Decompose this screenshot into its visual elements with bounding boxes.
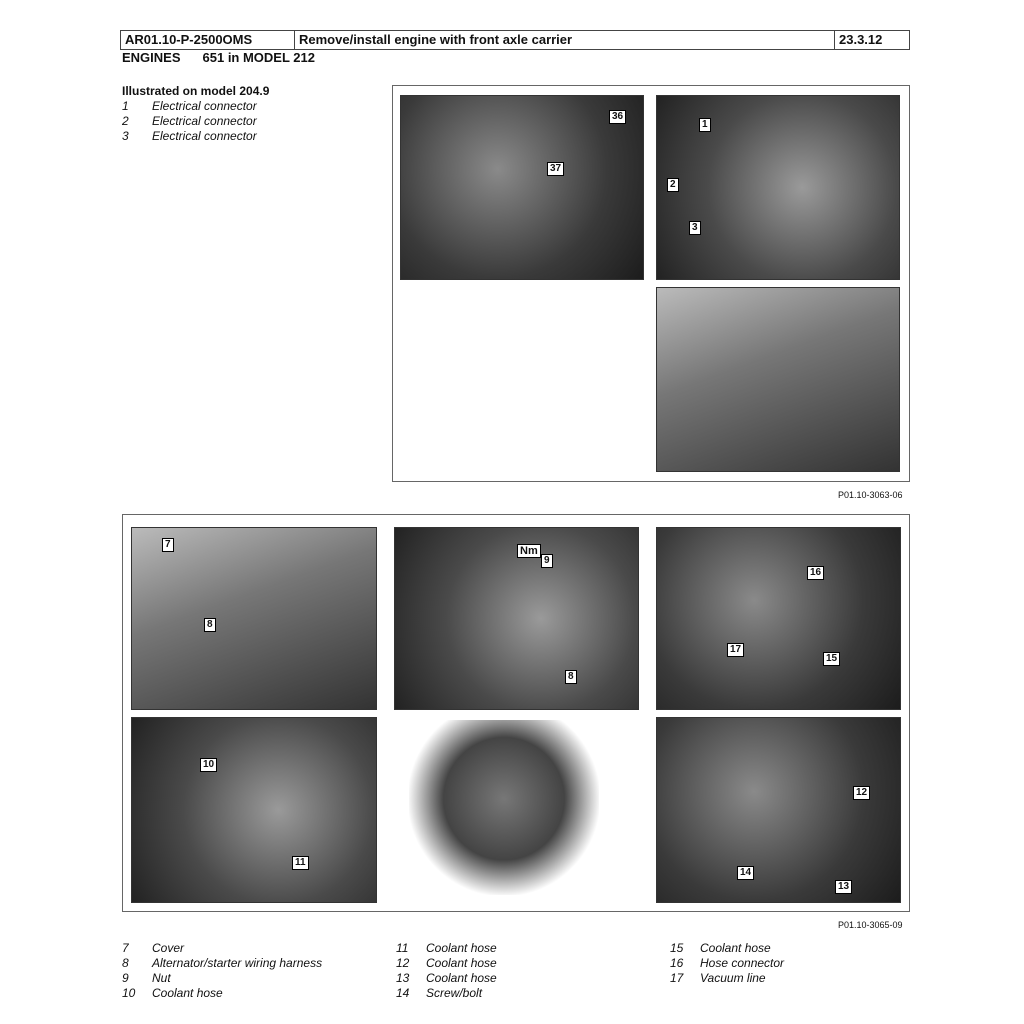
model: 651 in MODEL 212 (202, 50, 315, 65)
legend-text: Hose connector (700, 956, 785, 970)
callout-label: 15 (823, 652, 840, 666)
legend-text: 17 (670, 971, 684, 985)
callout-label: 11 (292, 856, 309, 870)
figure-2-caption: P01.10-3065-09 (838, 920, 903, 930)
figure-1 (392, 85, 910, 482)
legend-text: 3 (122, 129, 129, 143)
photo-coolant-10-11 (131, 717, 377, 903)
legend-text: 15 (670, 941, 684, 955)
bottom-legend-col-2 (396, 941, 497, 1001)
bottom-legend-col-3 (670, 941, 784, 986)
legend-text: Electrical connector (152, 99, 257, 113)
legend-heading: Illustrated on model 204.9 (122, 84, 270, 98)
callout-label: 12 (853, 786, 870, 800)
document-header (120, 30, 910, 50)
legend-text: 10 (122, 986, 136, 1000)
figure-1-caption: P01.10-3063-06 (838, 490, 903, 500)
callout-label: 16 (807, 566, 824, 580)
doc-id: AR01.10-P-2500OMS (121, 31, 295, 49)
photo-cover (131, 527, 377, 710)
legend-text: Electrical connector (152, 114, 257, 128)
legend-text: Coolant hose (426, 941, 497, 955)
legend-item (122, 114, 269, 129)
callout-label: 3 (689, 221, 701, 235)
legend-text: Electrical connector (152, 129, 257, 143)
legend-text: 14 (396, 986, 410, 1000)
legend-text: 12 (396, 956, 410, 970)
callout-label: 7 (162, 538, 174, 552)
legend-text: 13 (396, 971, 410, 985)
photo-hoses (656, 527, 901, 710)
legend-text: Coolant hose (700, 941, 771, 955)
callout-label: 14 (737, 866, 754, 880)
doc-date: 23.3.12 (839, 32, 883, 47)
callout-label: 10 (200, 758, 217, 772)
callout-label: 17 (727, 643, 744, 657)
photo-nut (394, 527, 639, 710)
legend-text: 1 (122, 99, 129, 113)
callout-label: 13 (835, 880, 852, 894)
legend-text: 2 (122, 114, 129, 128)
legend-text: Cover (152, 941, 185, 955)
legend-text: Nut (152, 971, 171, 985)
legend-text: Alternator/starter wiring harness (152, 956, 323, 970)
photo-coolant-12-14 (656, 717, 901, 903)
legend-item (122, 129, 269, 144)
legend-text: Vacuum line (700, 971, 766, 985)
legend-text: Coolant hose (426, 956, 497, 970)
callout-label: 37 (547, 162, 564, 176)
callout-label: 1 (699, 118, 711, 132)
legend-text: Coolant hose (152, 986, 223, 1000)
legend-text: 16 (670, 956, 684, 970)
doc-title: Remove/install engine with front axle carrier (295, 31, 835, 49)
top-legend (122, 84, 269, 144)
legend-item (122, 99, 269, 114)
legend-text: 8 (122, 956, 129, 970)
legend-text: Screw/bolt (426, 986, 483, 1000)
legend-text: 7 (122, 941, 129, 955)
callout-label: 9 (541, 554, 553, 568)
legend-text: Coolant hose (426, 971, 497, 985)
callout-label: Nm (517, 544, 541, 558)
figure-2 (122, 514, 910, 912)
group: ENGINES (122, 50, 181, 65)
callout-label: 36 (609, 110, 626, 124)
photo-belt-drive (400, 95, 644, 280)
legend-text: 9 (122, 971, 129, 985)
callout-label: 8 (565, 670, 577, 684)
subheader (122, 50, 337, 65)
legend-text: 11 (396, 941, 409, 955)
callout-label: 2 (667, 178, 679, 192)
photo-connectors (656, 95, 900, 280)
engine-illustration (409, 720, 599, 895)
photo-engine-bay (656, 287, 900, 472)
callout-label: 8 (204, 618, 216, 632)
bottom-legend-col-1 (122, 941, 322, 1001)
